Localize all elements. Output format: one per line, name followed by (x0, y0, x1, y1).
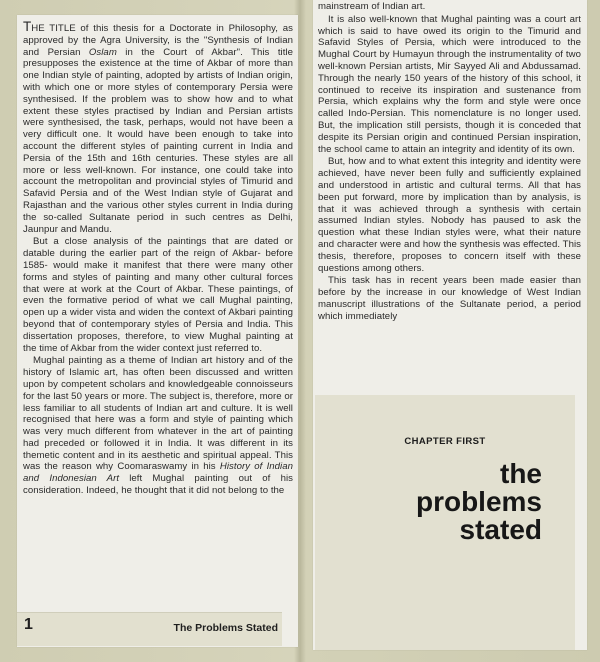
chapter-label: CHAPTER FIRST (404, 436, 486, 447)
chapter-title-line: the (500, 458, 542, 489)
paragraph: THE TITLE of this thesis for a Doctorate in Philosophy, as approved by the Agra University, is the "Synthesis of Indian and Persian Oslam in the Court of Akbar". This title presupposes the existence at the time of Akbar of more than one Indian style of painting, adopted by artists of Indian origin, with which one or more styles of contemporary Persia were synthesised. If the problem was to show how and to what extent these styles practised by Indian and Persian artists were synthesised, the task, perhaps, would not have been a very difficult one. It would have been enough to take into account the different styles of painting current in India and Persia of the 15th and 16th centuries. These styles are all more or less well-known. For instance, one could take into account the metropolitan and provincial styles of Timurid and Safavid Persia and of the West Indian style of Gujarat and Rajasthan and the various other styles current in India during the so-called Sultanate period in such centres as Delhi, Jaunpur and Mandu. (23, 19, 293, 235)
chapter-title-line: stated (459, 514, 542, 545)
paragraph: But, how and to what extent this integrity and identity were achieved, have never been fully and sufficiently explained and understood in artistic and cultural terms. All that has been put forward, more by implication than by analysis, is that it was achieved through a synthesis with certain assumed Indian styles. Nobody has paused to ask the question what these Indian styles were, what their nature and character were and how the synthesis was effected. This thesis, therefore, proposes to concern itself with these questions among others. (318, 156, 581, 274)
paragraph: But a close analysis of the paintings that are dated or datable during the earlier part of the reign of Akbar- before 1585- would make it manifest that there were many other forms and styles of painting and many other cultural forces that were at work at the Court of Akbar. These paintings, of even the formative period of what we call Mughal painting, open up a wider vista and widen the context of Akbari painting beyond that of contemporary styles of Persia and India. This dissertation proposes, therefore, to view Mughal painting at the time of Akbar from the wider context just referred to. (23, 236, 293, 354)
right-text-column (318, 1, 581, 323)
page-number: 1 (24, 616, 33, 633)
paragraph: Mughal painting as a theme of Indian art history and of the history of Islamic art, has often been discussed and written upon by competent scholars and knowledgeable connoisseurs for the last 50 years or more. The subject is, therefore, more or less familiar to all students of Indian art and culture. It is well recognised that here was a form and style of painting which was very much different from whatever in the art of painting had preceded or followed it in India. It was different in its themetic content and in its aesthetic and spiritual appeal. This was the reason why Coomaraswamy in his History of Indian and Indonesian Art left Mughal painting out of his consideration. Indeed, he thought that it did not belong to the (23, 355, 294, 497)
paragraph: It is also well-known that Mughal painting was a court art which is said to have owed its origin to the Timurid and Safavid Styles of Persia, which were introduced to the Mughal Court by Humayun through the instrumentality of two well-known Persian artists, Mir Sayyed Ali and Abdussamad. Through the nearly 150 years of the history of this school, it continued to receive its inspiration and sustenance from Persia, which explains why the form and style were once called Indo-Persian. This nomenclature is no longer used. But, the implication still persists, though it is conceded that despite its Persian origin and continued Persian inspiration, the school came to attain an integrity and identity of its own. (318, 13, 581, 155)
paragraph: This task has in recent years been made easier than before by the increase in our knowledge of West Indian manuscript illustrations of the Sultanate period, a period which immediately (318, 275, 581, 322)
left-text-column (23, 19, 294, 497)
chapter-title (416, 460, 542, 544)
paragraph: mainstream of Indian art. (318, 1, 426, 12)
running-head: The Problems Stated (173, 622, 278, 634)
drop-cap: T (23, 19, 32, 34)
chapter-title-line: problems (415, 486, 542, 517)
